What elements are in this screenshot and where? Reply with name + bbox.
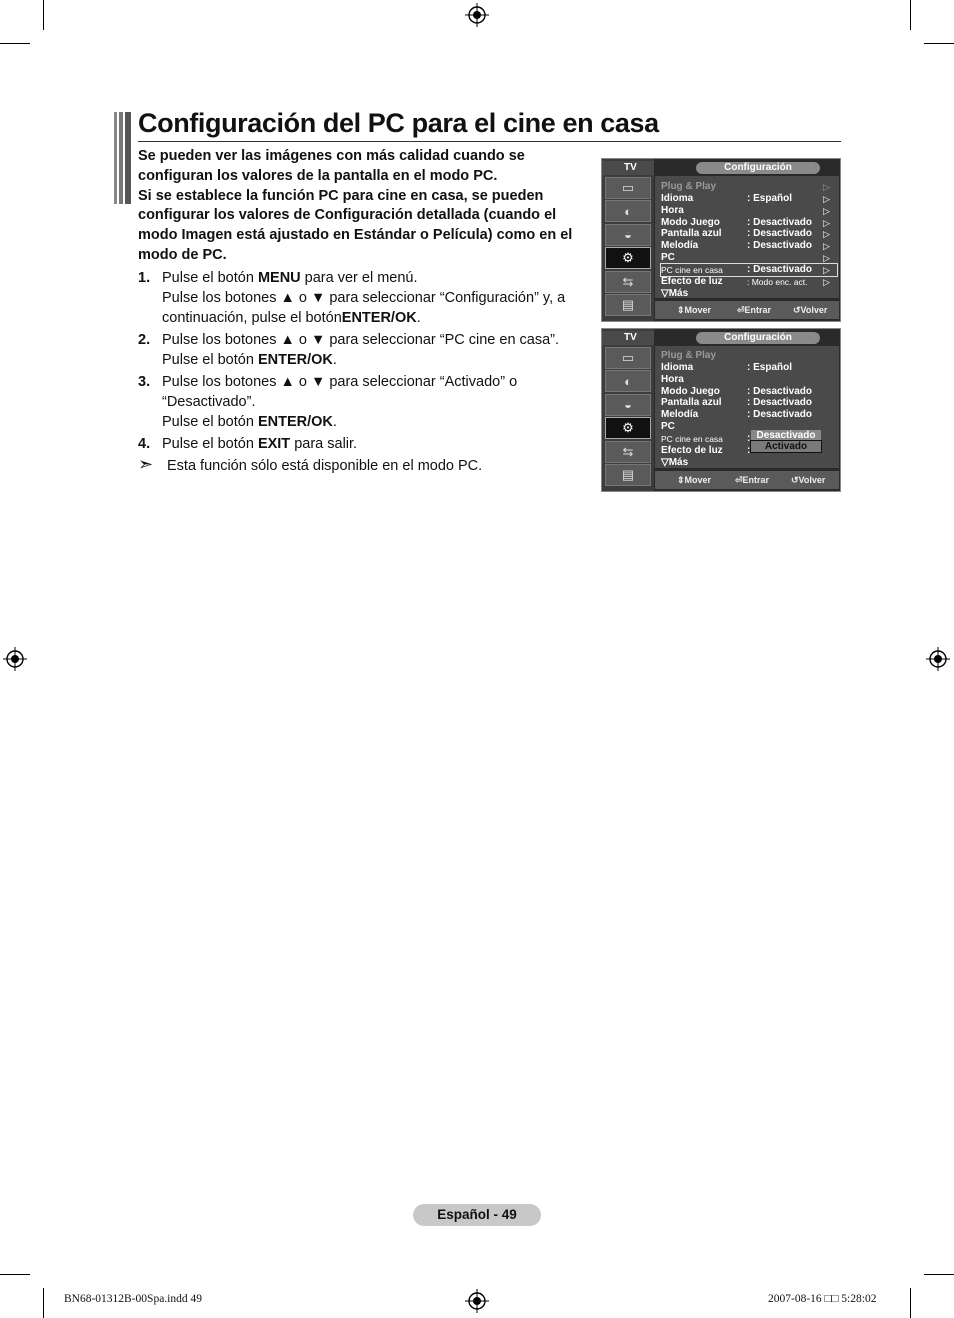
step-line: Pulse los botones ▲ o ▼ para seleccionar “Configuración” y, a continuación, pulse el botónENTER/OK. xyxy=(162,290,566,326)
enter-hint: ⏎ Entrar xyxy=(735,475,770,485)
step-line: Pulse los botones ▲ o ▼ para seleccionar “Activado” o “Desactivado”. xyxy=(162,374,518,410)
menu-row: Pantalla azul : Desactivado ▷ xyxy=(661,228,830,239)
menu-row: Melodía : Desactivado xyxy=(661,409,813,420)
registration-mark-icon xyxy=(465,3,489,27)
note xyxy=(138,456,590,476)
step-line: Pulse los botones ▲ o ▼ para seleccionar “PC cine en casa”. xyxy=(162,332,560,348)
option-desactivado: Desactivado xyxy=(751,430,821,441)
crop-mark xyxy=(0,1274,30,1275)
crop-mark xyxy=(0,43,30,44)
note-arrow-icon: ➣ xyxy=(138,454,154,474)
registration-mark-icon xyxy=(3,647,27,671)
menu-row: PC xyxy=(661,421,675,432)
slug-left: BN68-01312B-00Spa.indd 49 xyxy=(64,1293,202,1305)
menu-row: Pantalla azul : Desactivado xyxy=(661,397,813,408)
tv-menu-screenshot xyxy=(601,328,841,492)
menu-icons xyxy=(605,177,651,317)
menu-row: Efecto de luz : Modo enc. act. ▷ xyxy=(661,276,830,287)
input-icon: ⇆ xyxy=(605,271,651,293)
steps-list xyxy=(138,268,590,476)
crop-mark xyxy=(910,0,911,30)
menu-row: Melodía : Desactivado ▷ xyxy=(661,240,830,251)
menu-row: Hora xyxy=(661,374,684,385)
menu-footer xyxy=(655,471,839,489)
tv-label: TV xyxy=(602,331,654,345)
back-hint: ↺ Volver xyxy=(791,475,826,485)
menu-footer xyxy=(655,301,839,319)
step-number: 2. xyxy=(138,332,151,348)
setup-gear-icon: ⚙ xyxy=(605,247,651,269)
setup-gear-icon: ⚙ xyxy=(605,417,651,439)
picture-icon: ▭ xyxy=(605,347,651,369)
sound-icon: ◐ xyxy=(605,200,651,222)
menu-icons xyxy=(605,347,651,487)
menu-header: Configuración xyxy=(696,162,820,174)
menu-row: PC ▷ xyxy=(661,252,830,263)
menu-header: Configuración xyxy=(696,332,820,344)
digital-icon: ▤ xyxy=(605,464,651,486)
intro-paragraph: Se pueden ver las imágenes con más calidad cuando se configuran los valores de la pantalla en el modo PC. xyxy=(138,148,525,184)
option-dropdown xyxy=(751,430,821,452)
menu-row: Plug & Play ▷ xyxy=(661,181,830,192)
step-line: Pulse el botón MENU para ver el menú. xyxy=(162,270,418,286)
menu-row: ▽Más xyxy=(661,457,689,468)
sound-icon: ◐ xyxy=(605,370,651,392)
menu-row: Hora ▷ xyxy=(661,205,830,216)
intro-text xyxy=(138,147,590,266)
move-hint: ⇕ Mover xyxy=(677,305,712,315)
back-hint: ↺ Volver xyxy=(793,305,828,315)
picture-icon: ▭ xyxy=(605,177,651,199)
title-decoration xyxy=(114,112,132,204)
page-number: Español - 49 xyxy=(413,1204,541,1226)
menu-row: Idioma : Español xyxy=(661,362,793,373)
enter-hint: ⏎ Entrar xyxy=(737,305,772,315)
tv-menu-screenshot xyxy=(601,158,841,322)
menu-row: Efecto de luz : xyxy=(661,445,751,456)
crop-mark xyxy=(924,1274,954,1275)
step-item xyxy=(138,268,590,328)
digital-icon: ▤ xyxy=(605,294,651,316)
menu-panel xyxy=(655,176,839,298)
registration-mark-icon xyxy=(465,1289,489,1313)
step-number: 4. xyxy=(138,436,151,452)
crop-mark xyxy=(924,43,954,44)
tv-label: TV xyxy=(602,161,654,175)
note-text: Esta función sólo está disponible en el modo PC. xyxy=(167,458,483,474)
crop-mark xyxy=(43,1288,44,1318)
step-line: Pulse el botón EXIT para salir. xyxy=(162,436,358,452)
step-number: 1. xyxy=(138,270,151,286)
menu-row: Idioma : Español ▷ xyxy=(661,193,830,204)
crop-mark xyxy=(910,1288,911,1318)
title-rule xyxy=(138,141,841,142)
move-hint: ⇕ Mover xyxy=(677,475,712,485)
menu-row: Plug & Play xyxy=(661,350,717,361)
step-item xyxy=(138,434,590,454)
crop-mark xyxy=(43,0,44,30)
input-icon: ⇆ xyxy=(605,441,651,463)
step-line: Pulse el botón ENTER/OK. xyxy=(162,414,337,430)
step-number: 3. xyxy=(138,374,151,390)
step-item xyxy=(138,330,590,370)
menu-row: PC cine en casa : xyxy=(661,433,751,444)
slug-right: 2007-08-16 □□ 5:28:02 xyxy=(768,1293,877,1305)
step-item xyxy=(138,372,590,432)
option-activado: Activado xyxy=(751,441,821,452)
menu-row: Modo Juego : Desactivado xyxy=(661,386,813,397)
menu-row: ▽Más xyxy=(661,288,689,299)
intro-paragraph: Si se establece la función PC para cine en casa, se pueden configurar los valores de Configuración detallada (cuando el modo Imagen está ajustado en Estándar o Película) como en el modo de PC. xyxy=(138,187,573,263)
step-line: Pulse el botón ENTER/OK. xyxy=(162,352,337,368)
menu-row: Modo Juego : Desactivado ▷ xyxy=(661,217,830,228)
channel-icon: ◒ xyxy=(605,394,651,416)
page-title: Configuración del PC para el cine en casa xyxy=(138,108,659,138)
channel-icon: ◒ xyxy=(605,224,651,246)
registration-mark-icon xyxy=(926,647,950,671)
menu-row-selected: PC cine en casa : Desactivado ▷ xyxy=(661,264,837,276)
